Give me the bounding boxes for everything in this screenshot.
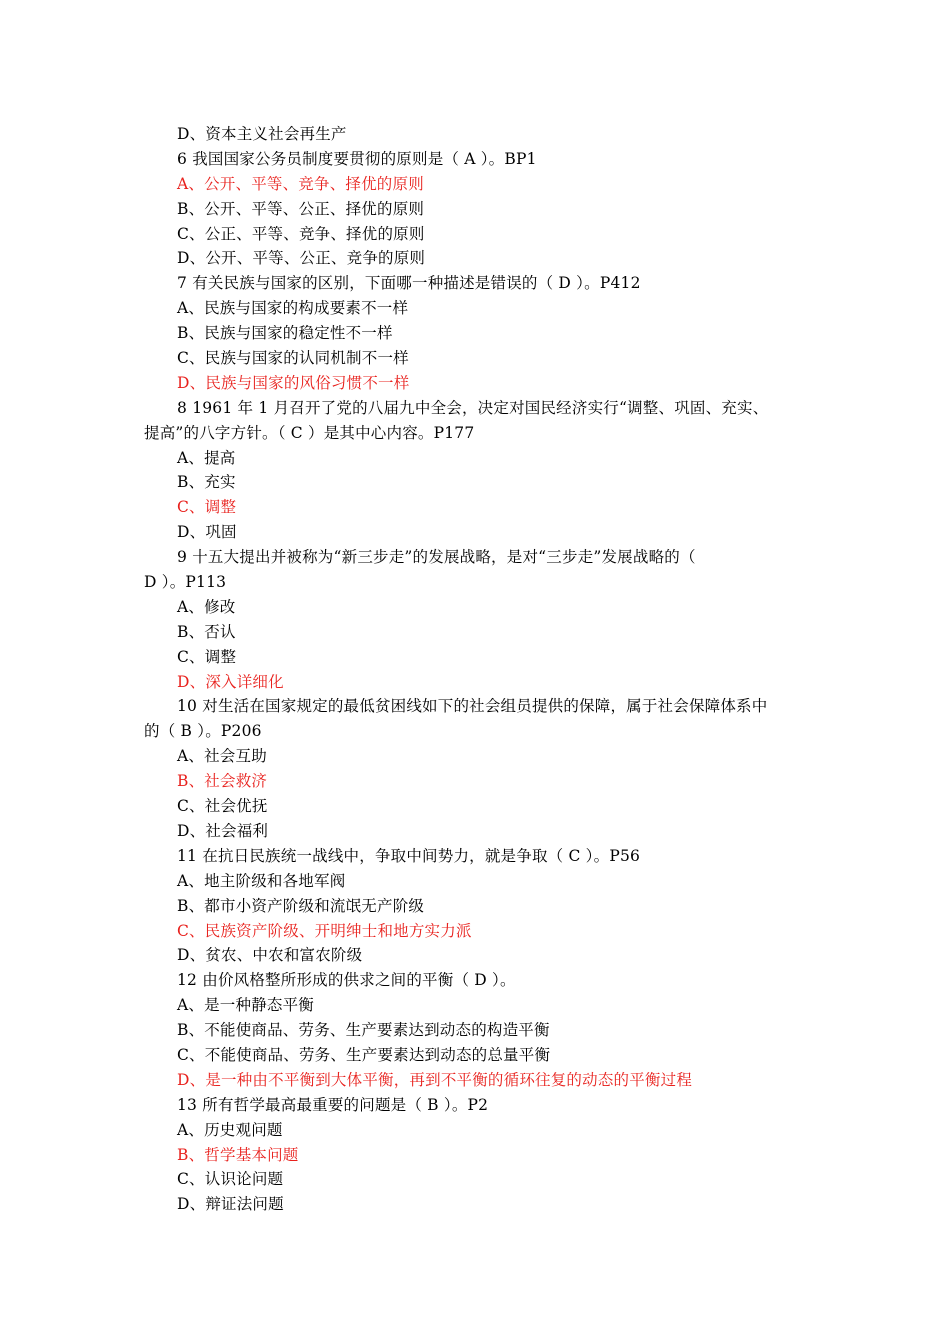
- question-line: 12 由价风格整所形成的供求之间的平衡（ D ）。: [177, 971, 516, 990]
- answer-option: B、不能使商品、劳务、生产要素达到动态的构造平衡: [177, 1021, 550, 1040]
- question-line: 6 我国国家公务员制度要贯彻的原则是（ A ）。BP1: [177, 149, 537, 168]
- question-continuation-line: 的（ B ）。P206: [144, 722, 262, 741]
- answer-option: A、是一种静态平衡: [177, 996, 314, 1015]
- answer-option: B、公开、平等、公正、择优的原则: [177, 199, 425, 218]
- answer-option: D、公开、平等、公正、竞争的原则: [177, 249, 426, 268]
- answer-option: A、民族与国家的构成要素不一样: [177, 299, 409, 318]
- answer-option: B、民族与国家的稳定性不一样: [177, 324, 393, 343]
- answer-option: B、充实: [177, 473, 236, 492]
- correct-answer-option: A、公开、平等、竞争、择优的原则: [177, 174, 424, 193]
- correct-answer-option: D、是一种由不平衡到大体平衡，再到不平衡的循环往复的动态的平衡过程: [177, 1070, 693, 1089]
- answer-option: D、巩固: [177, 523, 237, 542]
- document-body: [0, 122, 950, 1217]
- question-line: 13 所有哲学最高最重要的问题是（ B ）。P2: [177, 1095, 489, 1114]
- answer-option: C、调整: [177, 647, 237, 666]
- correct-answer-option: B、哲学基本问题: [177, 1145, 299, 1164]
- answer-option: A、历史观问题: [177, 1120, 283, 1139]
- answer-option: D、贫农、中农和富农阶级: [177, 946, 363, 965]
- answer-option: C、社会优抚: [177, 797, 268, 816]
- question-line: 10 对生活在国家规定的最低贫困线如下的社会组员提供的保障，属于社会保障体系中: [177, 697, 768, 716]
- question-line: 7 有关民族与国家的区别，下面哪一种描述是错误的（ D ）。P412: [177, 274, 641, 293]
- correct-answer-option: D、深入详细化: [177, 672, 284, 691]
- question-line: 8 1961 年 1 月召开了党的八届九中全会，决定对国民经济实行“调整、巩固、充实、: [177, 398, 769, 417]
- answer-option: B、都市小资产阶级和流氓无产阶级: [177, 896, 425, 915]
- correct-answer-option: D、民族与国家的风俗习惯不一样: [177, 373, 410, 392]
- answer-option: C、认识论问题: [177, 1170, 284, 1189]
- answer-option: D、资本主义社会再生产: [177, 125, 347, 143]
- question-line: 9 十五大提出并被称为“新三步走”的发展战略，是对“三步走”发展战略的（: [177, 548, 696, 567]
- answer-option: A、修改: [177, 597, 236, 616]
- answer-option: D、辩证法问题: [177, 1195, 284, 1214]
- question-continuation-line: D ）。P113: [144, 573, 227, 592]
- answer-option: A、地主阶级和各地军阀: [177, 871, 346, 890]
- answer-option: C、民族与国家的认同机制不一样: [177, 349, 409, 368]
- correct-answer-option: B、社会救济: [177, 772, 268, 791]
- question-line: 11 在抗日民族统一战线中，争取中间势力，就是争取（ C ）。P56: [177, 846, 641, 865]
- answer-option: A、提高: [177, 448, 236, 467]
- answer-option: B、否认: [177, 622, 236, 641]
- answer-option: D、社会福利: [177, 821, 269, 840]
- answer-option: A、社会互助: [177, 747, 267, 766]
- answer-option: C、不能使商品、劳务、生产要素达到动态的总量平衡: [177, 1045, 551, 1064]
- correct-answer-option: C、调整: [177, 498, 237, 517]
- answer-option: C、公正、平等、竞争、择优的原则: [177, 224, 425, 243]
- correct-answer-option: C、民族资产阶级、开明绅士和地方实力派: [177, 921, 472, 940]
- question-continuation-line: 提高”的八字方针。（ C ）是其中心内容。P177: [144, 423, 475, 442]
